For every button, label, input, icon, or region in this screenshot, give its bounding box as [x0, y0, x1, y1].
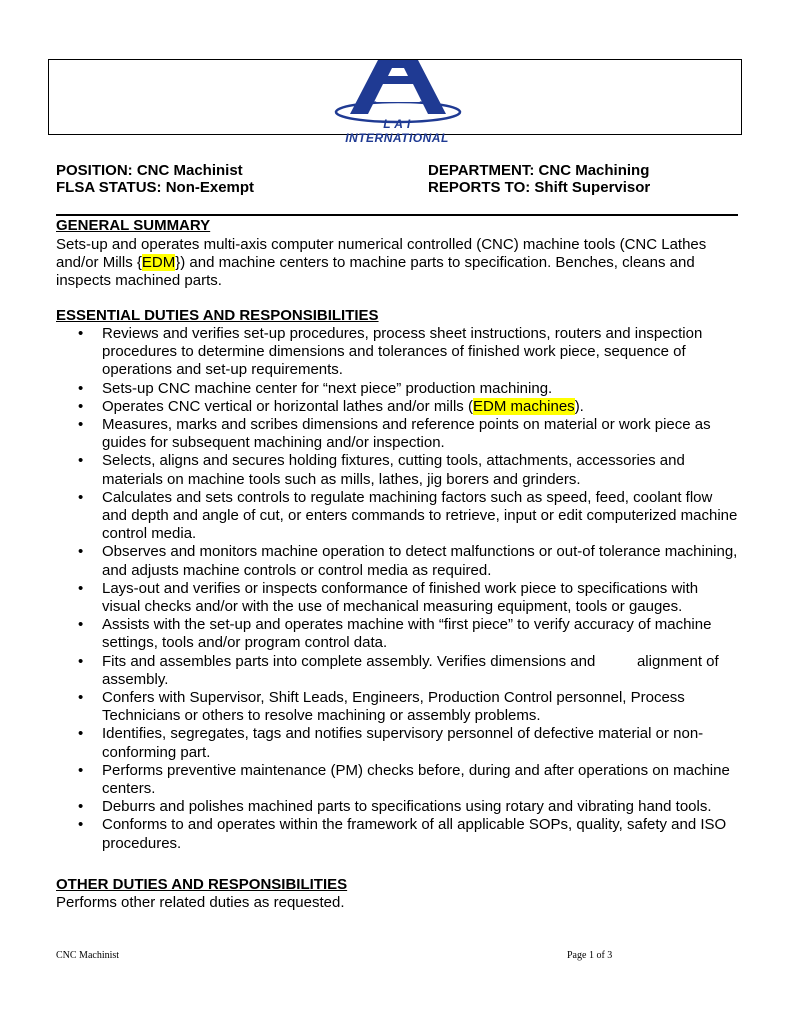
bullet-icon: •: [78, 416, 84, 434]
bullet-icon: •: [78, 488, 84, 506]
duty-item: [56, 543, 738, 579]
duty-item: [56, 489, 738, 544]
other-duties-heading: OTHER DUTIES AND RESPONSIBILITIES: [56, 876, 348, 893]
duty-text: Reviews and verifies set-up procedures, process sheet instructions, routers and inspection procedures to determine dimensions and tolerances of finished work piece, sequence of operations and set-up requirements.: [102, 325, 703, 379]
bullet-icon: •: [78, 397, 84, 415]
bullet-icon: •: [78, 543, 84, 561]
duty-text: Performs preventive maintenance (PM) checks before, during and after operations on machine centers.: [102, 761, 730, 798]
bullet-icon: •: [78, 725, 84, 743]
page-number: Page 1 of 3: [567, 950, 613, 961]
duty-text: Observes and monitors machine operation to detect malfunctions or out-of tolerance machining, and adjusts machine controls or control media as required.: [102, 543, 738, 579]
duty-text: Lays-out and verifies or inspects conformance of finished work piece to specifications with visual checks and/or with the use of mechanical measuring equipment, tools or gauges.: [102, 579, 699, 616]
summary-text-after: }) and machine centers to machine parts to specification. Benches, cleans and inspects machined parts.: [56, 254, 695, 290]
duty-item: [56, 416, 738, 452]
duty-item: [56, 816, 738, 852]
general-summary-heading: GENERAL SUMMARY: [56, 217, 211, 234]
summary-highlight-edm: EDM: [141, 254, 176, 272]
duty-item: [56, 380, 738, 398]
summary-text-before: Sets-up and operates multi-axis computer numerical controlled (CNC) machine tools (CNC Lathes and/or Mills {: [56, 236, 707, 272]
duty-text: Sets-up CNC machine center for “next piece” production machining.: [102, 379, 553, 397]
bullet-icon: •: [78, 652, 84, 670]
duty-text: Identifies, segregates, tags and notifies supervisory personnel of defective material or non-conforming part.: [102, 725, 704, 761]
bullet-icon: •: [78, 579, 84, 597]
bullet-icon: •: [78, 798, 84, 816]
duty-text: Calculates and sets controls to regulate machining factors such as speed, feed, coolant flow and depth and angle of cut, or enters commands to retrieve, input or edit computerized machine control media.: [102, 488, 738, 543]
section-divider: [56, 214, 738, 216]
duty-text: Assists with the set-up and operates machine with “first piece” to verify accuracy of machine settings, tools and/or program control data.: [102, 616, 712, 652]
duty-item: [56, 725, 738, 761]
duty-item: [56, 689, 738, 725]
duty-item: [56, 616, 738, 652]
duty-item: [56, 762, 738, 798]
duty-item: [56, 398, 738, 416]
general-summary-text: [56, 236, 738, 291]
department-label: DEPARTMENT: CNC Machining: [428, 162, 650, 179]
duty-text: Deburrs and polishes machined parts to specifications using rotary and vibrating hand tools.: [102, 798, 712, 816]
bullet-icon: •: [78, 325, 84, 342]
duty-text: Fits and assembles parts into complete assembly. Verifies dimensions and alignment of assembly.: [102, 652, 723, 688]
duty-text: Confers with Supervisor, Shift Leads, Engineers, Production Control personnel, Process Technicians or others to resolve machining or assembly problems.: [102, 689, 685, 725]
position-label: POSITION: CNC Machinist: [56, 162, 243, 179]
footer-title: CNC Machinist: [56, 950, 120, 961]
essential-duties-list: [56, 325, 738, 853]
duty-text-after: ).: [574, 397, 584, 415]
duty-text: Measures, marks and scribes dimensions and reference points on material or work piece as guides for subsequent machining and/or inspection.: [102, 416, 711, 452]
bullet-icon: •: [78, 761, 84, 779]
duty-text-before: Operates CNC vertical or horizontal lathes and/or mills (: [102, 397, 473, 415]
logo-text: L A I INTERNATIONAL: [345, 117, 449, 145]
duty-text: Selects, aligns and secures holding fixtures, cutting tools, attachments, accessories and materials on machine tools such as mills, lathes, jig borers and grinders.: [102, 452, 685, 488]
flsa-status-label: FLSA STATUS: Non-Exempt: [56, 179, 255, 196]
duty-highlight-edm: EDM machines: [472, 397, 575, 415]
duty-item: [56, 798, 738, 816]
bullet-icon: •: [78, 816, 84, 834]
essential-duties-heading: ESSENTIAL DUTIES AND RESPONSIBILITIES: [56, 307, 379, 324]
bullet-icon: •: [78, 689, 84, 707]
duty-item: [56, 580, 738, 616]
bullet-icon: •: [78, 379, 84, 397]
bullet-icon: •: [78, 616, 84, 634]
bullet-icon: •: [78, 452, 84, 470]
duty-item: [56, 325, 738, 380]
duty-text: Conforms to and operates within the framework of all applicable SOPs, quality, safety and ISO procedures.: [102, 816, 727, 852]
other-duties-text: Performs other related duties as requested.: [56, 894, 345, 911]
reports-to-label: REPORTS TO: Shift Supervisor: [428, 179, 651, 196]
duty-item: [56, 452, 738, 488]
duty-item: [56, 653, 738, 689]
